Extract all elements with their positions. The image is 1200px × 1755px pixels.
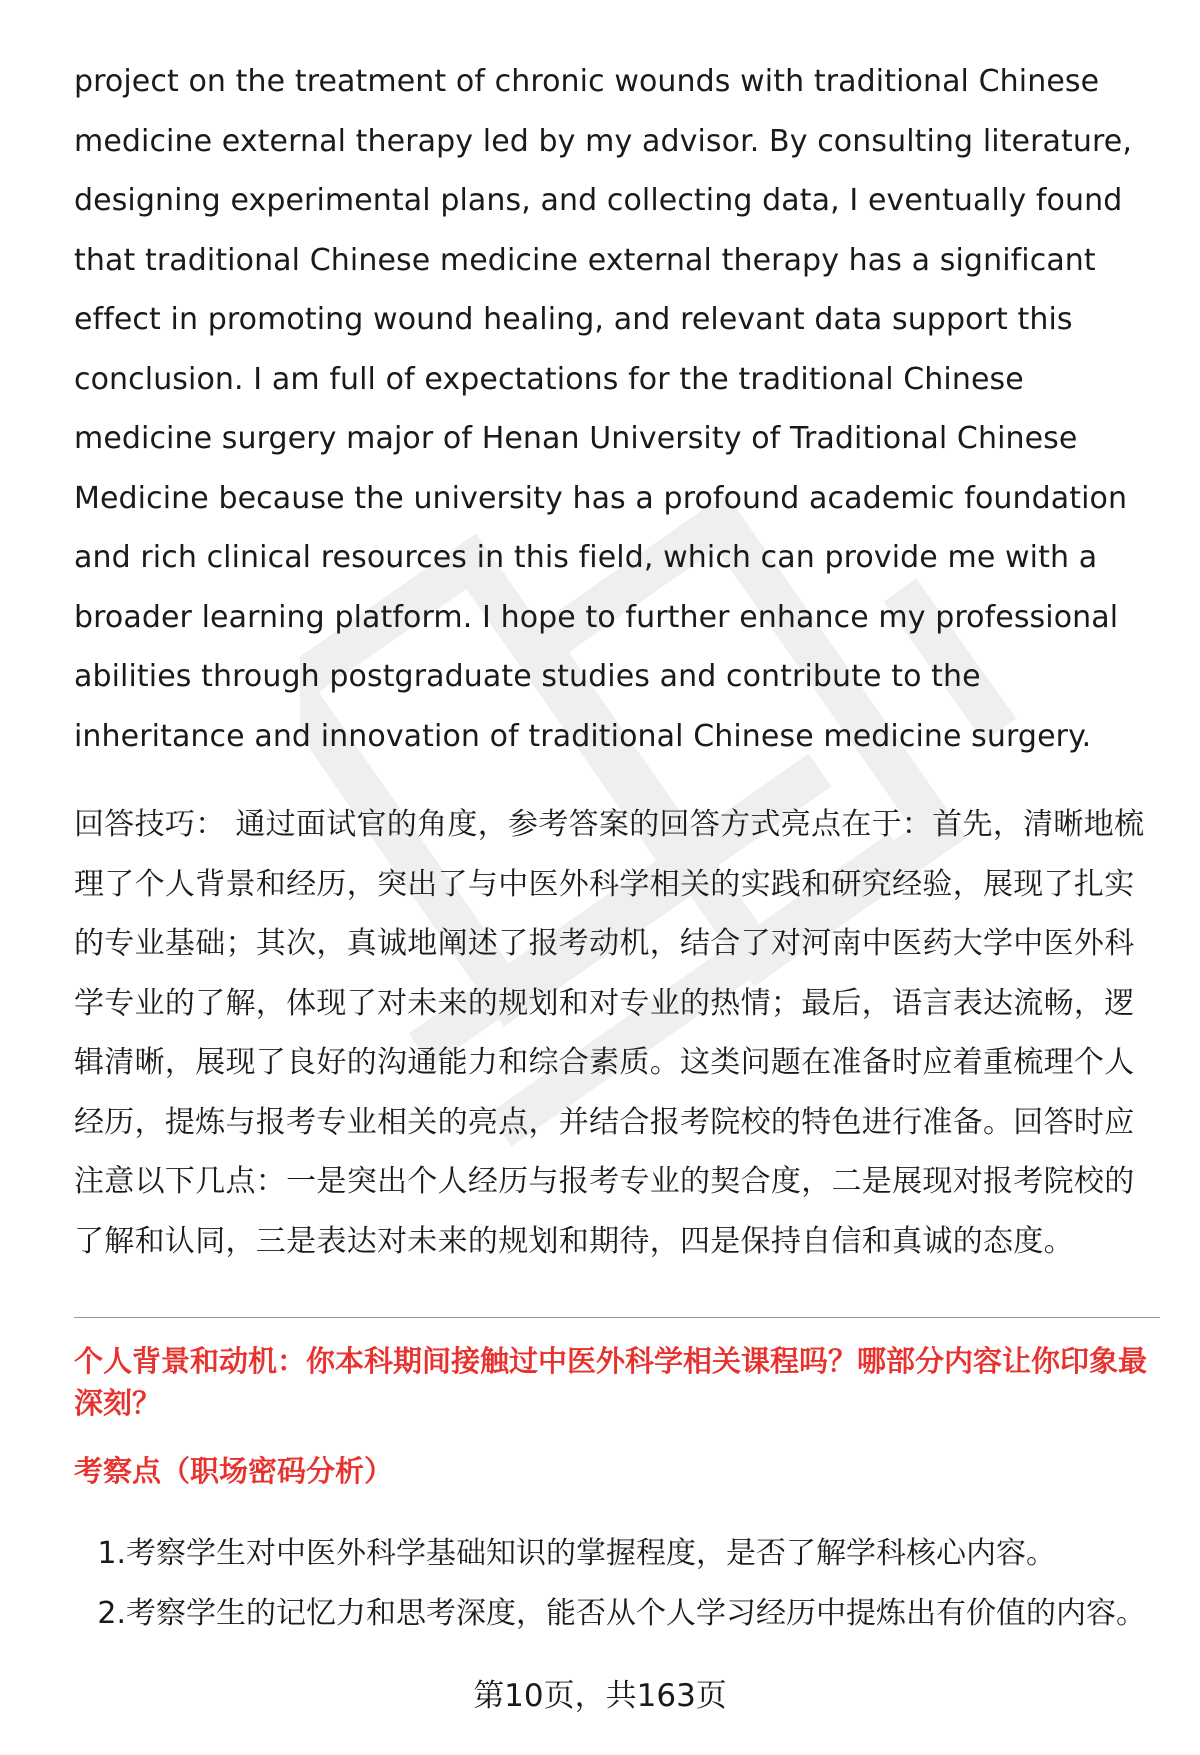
- assessment-points-list: [74, 1524, 1160, 1644]
- section-divider: [74, 1317, 1160, 1318]
- list-item-number: 1.: [97, 1536, 126, 1571]
- list-item: [74, 1524, 1160, 1584]
- assessment-points-title: 考察点（职场密码分析）: [74, 1454, 394, 1488]
- list-item-text: 考察学生的记忆力和思考深度，能否从个人学习经历中提炼出有价值的内容。: [126, 1596, 1146, 1631]
- question-heading: 个人背景和动机：你本科期间接触过中医外科学相关课程吗？哪部分内容让你印象最深刻？: [74, 1344, 1148, 1420]
- list-item: [74, 1584, 1160, 1644]
- list-item-number: 2.: [97, 1596, 126, 1631]
- page-content: [74, 52, 1160, 1644]
- answer-tips-paragraph: 回答技巧： 通过面试官的角度，参考答案的回答方式亮点在于：首先，清晰地梳理了个人背景和经历，突出了与中医外科学相关的实践和研究经验，展现了扎实的专业基础；其次，真诚地阐述了报考动机，结合了对河南中医药大学中医外科学专业的了解，体现了对未来的规划和对专业的热情；最后，语言表达流畅，逻辑清晰，展现了良好的沟通能力和综合素质。这类问题在准备时应着重梳理个人经历，提炼与报考专业相关的亮点，并结合报考院校的特色进行准备。回答时应注意以下几点：一是突出个人经历与报考专业的契合度，二是展现对报考院校的了解和认同，三是表达对未来的规划和期待，四是保持自信和真诚的态度。: [74, 807, 1145, 1259]
- page-footer: 第10页，共163页: [473, 1678, 727, 1714]
- answer-paragraph: project on the treatment of chronic wounds with traditional Chinese medicine external therapy led by my advisor. By consulting literature, designing experimental plans, and collecting data, I eventually found that traditional Chinese medicine external therapy has a significant effect in promoting wound healing, and relevant data support this conclusion. I am full of expectations for the traditional Chinese medicine surgery major of Henan University of Traditional Chinese Medicine because the university has a profound academic foundation and rich clinical resources in this field, which can provide me with a broader learning platform. I hope to further enhance my professional abilities through postgraduate studies and contribute to the inheritance and innovation of traditional Chinese medicine surgery.: [74, 64, 1132, 754]
- list-item-text: 考察学生对中医外科学基础知识的掌握程度，是否了解学科核心内容。: [126, 1536, 1056, 1571]
